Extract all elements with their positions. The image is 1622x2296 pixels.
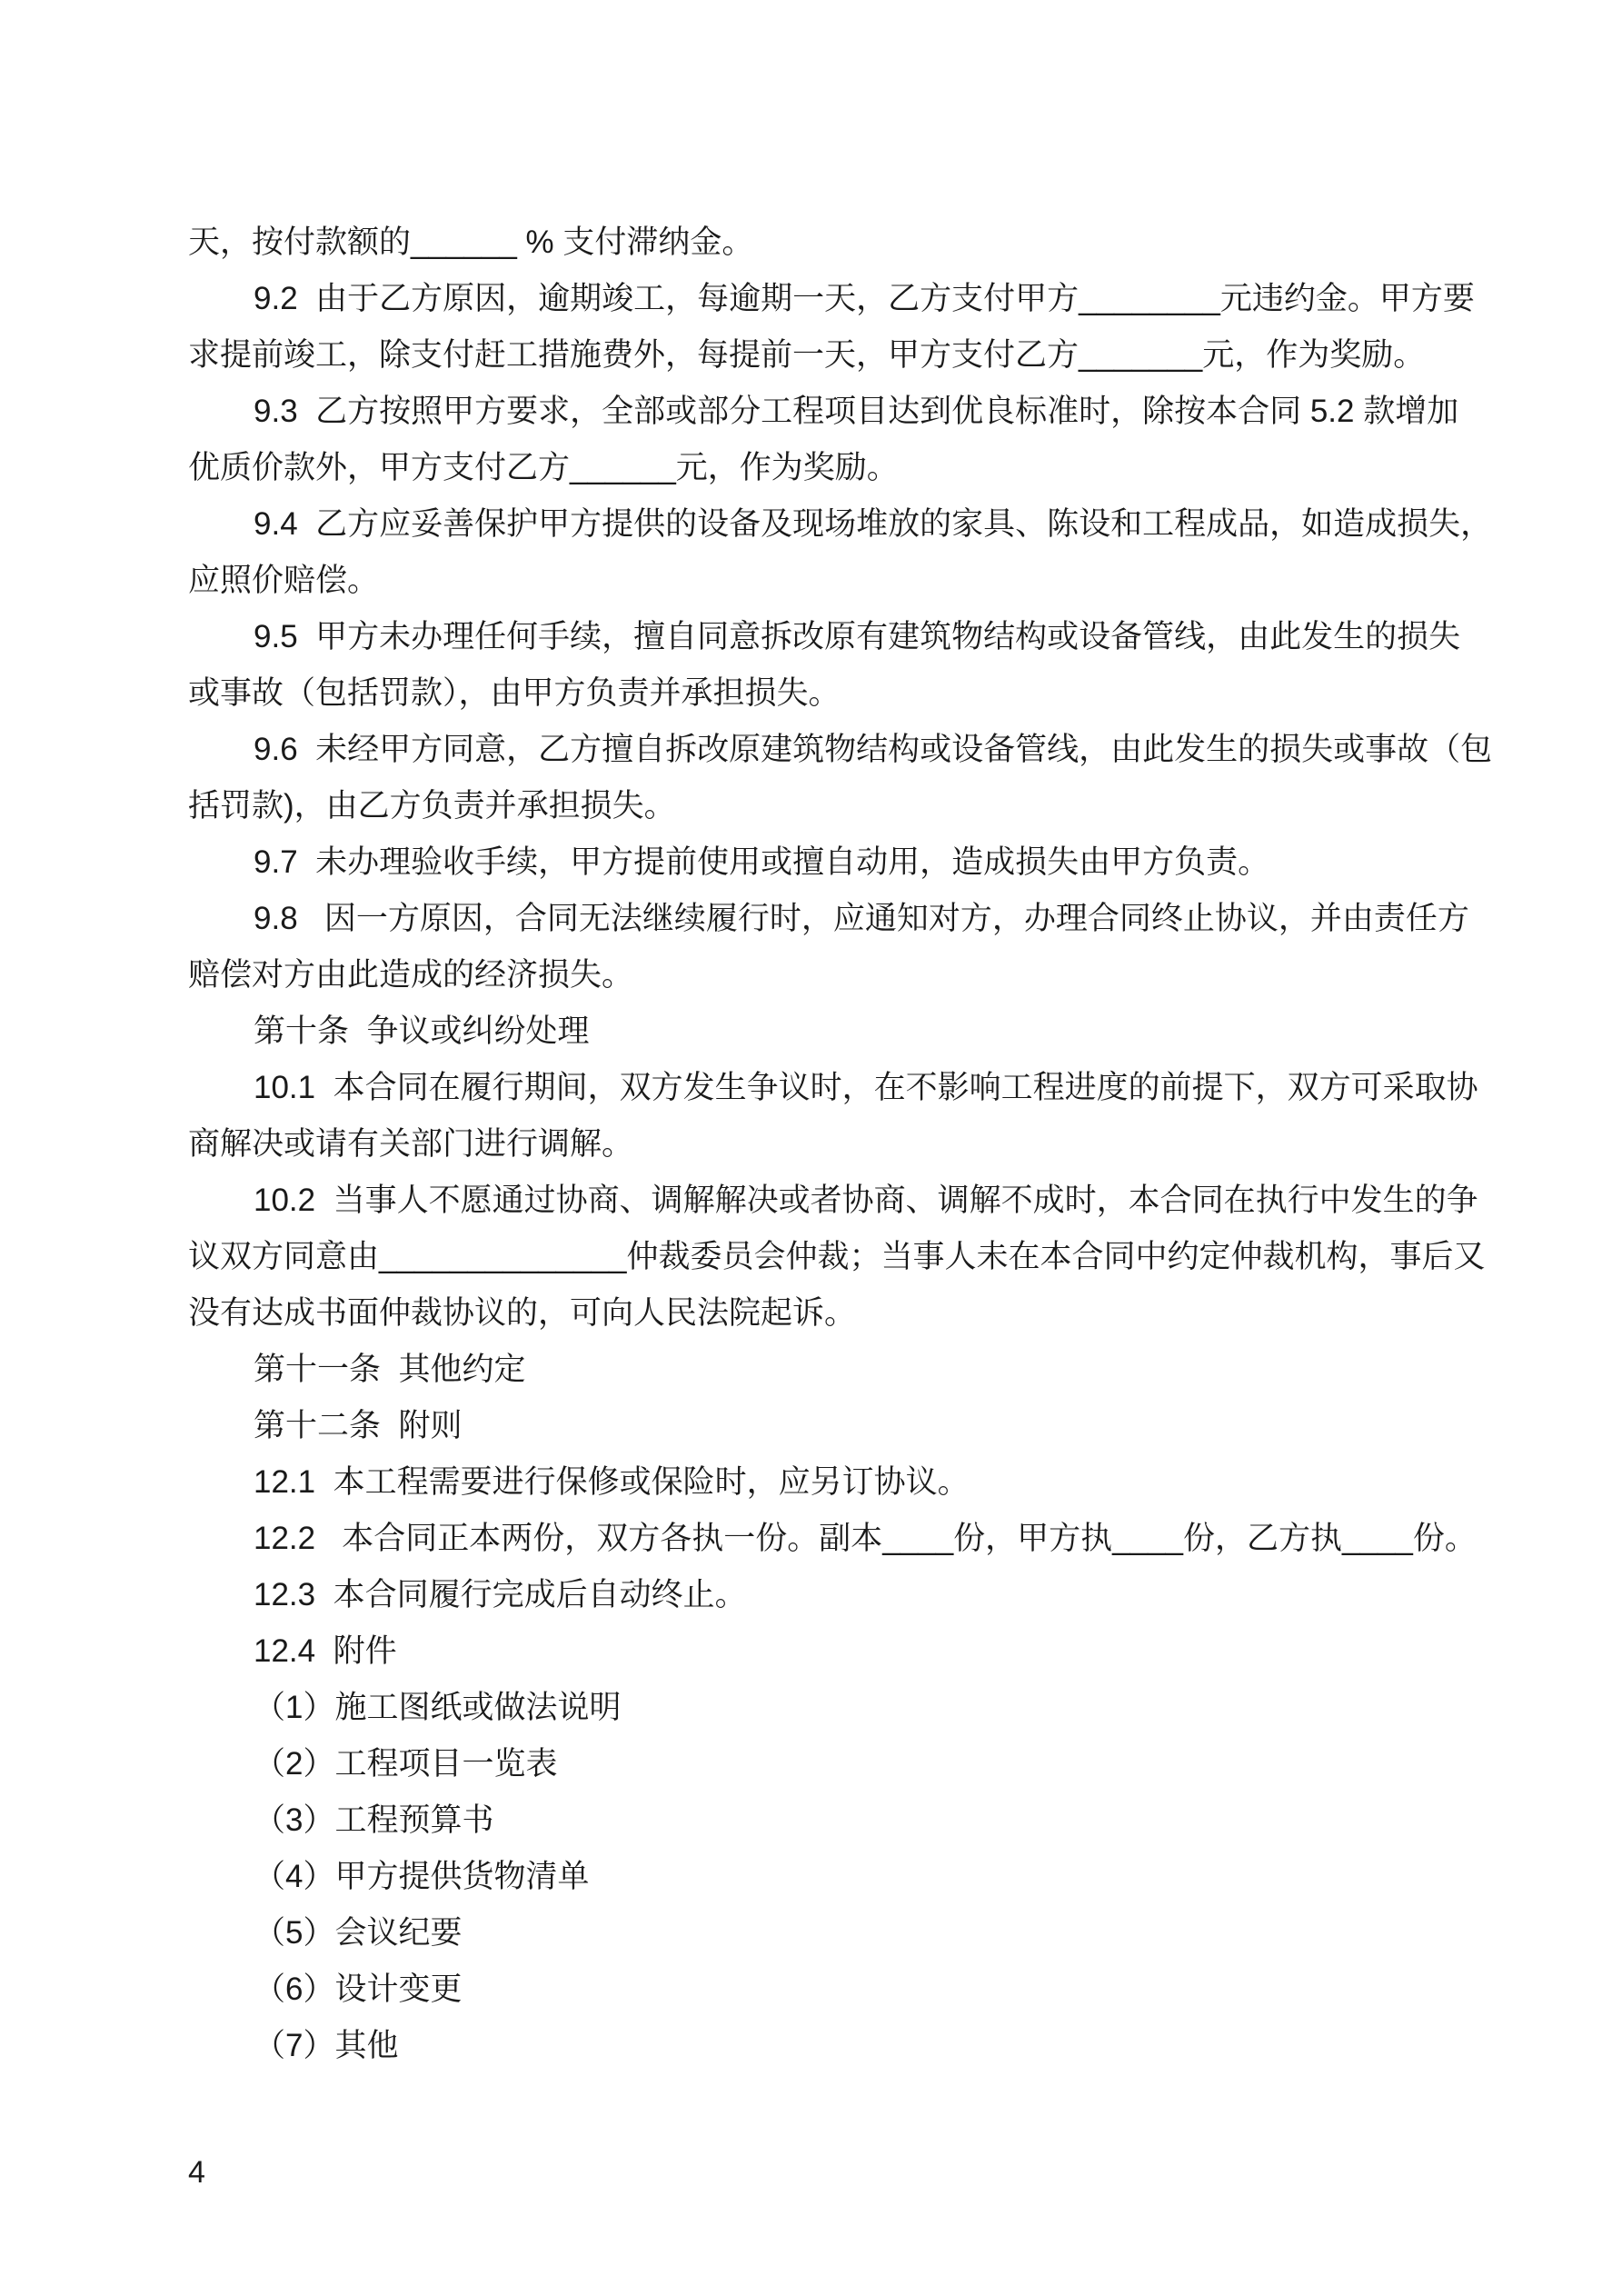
contract-body	[188, 215, 1493, 2074]
text-line: 赔偿对方由此造成的经济损失。	[188, 957, 634, 993]
text-line: （1）施工图纸或做法说明	[254, 1690, 622, 1725]
text-line: 12.2 本合同正本两份，双方各执一份。副本____份，甲方执____份，乙方执____份。	[254, 1521, 1477, 1556]
text-line: 求提前竣工，除支付赶工措施费外，每提前一天，甲方支付乙方_______元，作为奖励。	[188, 337, 1426, 373]
text-line: 应照价赔偿。	[188, 563, 380, 598]
page-number: 4	[188, 2155, 205, 2190]
text-line: 或事故（包括罚款），由甲方负责并承担损失。	[188, 675, 841, 711]
text-line: （5）会议纪要	[254, 1915, 463, 1951]
text-line: 12.3 本合同履行完成后自动终止。	[254, 1577, 747, 1612]
text-line: 括罚款)，由乙方负责并承担损失。	[188, 788, 676, 824]
text-line: 9.7 未办理验收手续，甲方提前使用或擅自动用，造成损失由甲方负责。	[254, 844, 1270, 880]
text-line: 9.5 甲方未办理任何手续，擅自同意拆改原有建筑物结构或设备管线，由此发生的损失	[254, 619, 1461, 654]
text-line: （7）其他	[254, 2028, 399, 2063]
text-line: （6）设计变更	[254, 1972, 463, 2007]
text-line: 12.4 附件	[254, 1633, 397, 1669]
text-line: 9.2 由于乙方原因，逾期竣工，每逾期一天，乙方支付甲方________元违约金。甲方要	[254, 281, 1475, 316]
text-line: 优质价款外，甲方支付乙方______元，作为奖励。	[188, 450, 899, 485]
text-line: 商解决或请有关部门进行调解。	[188, 1126, 634, 1162]
text-line: （3）工程预算书	[254, 1802, 494, 1838]
text-line: 9.3 乙方按照甲方要求，全部或部分工程项目达到优良标准时，除按本合同 5.2 款增加	[254, 394, 1459, 429]
text-line: 10.2 当事人不愿通过协商、调解解决或者协商、调解不成时，本合同在执行中发生的争	[254, 1183, 1478, 1218]
text-line: 没有达成书面仲裁协议的，可向人民法院起诉。	[188, 1295, 857, 1331]
text-line: 12.1 本工程需要进行保修或保险时，应另订协议。	[254, 1464, 970, 1500]
text-line: 第十条 争议或纠纷处理	[254, 1013, 590, 1049]
text-line: （4）甲方提供货物清单	[254, 1859, 590, 1894]
text-line: 9.4 乙方应妥善保护甲方提供的设备及现场堆放的家具、陈设和工程成品，如造成损失，	[254, 506, 1493, 542]
text-line: 第十二条 附则	[254, 1408, 463, 1443]
text-line: 9.8 因一方原因，合同无法继续履行时，应通知对方，办理合同终止协议，并由责任方	[254, 901, 1469, 936]
text-line: 第十一条 其他约定	[254, 1352, 526, 1387]
text-line: 10.1 本合同在履行期间，双方发生争议时，在不影响工程进度的前提下，双方可采取协	[254, 1070, 1478, 1105]
text-line: （2）工程项目一览表	[254, 1746, 558, 1782]
text-line: 天，按付款额的______ % 支付滞纳金。	[188, 225, 754, 260]
text-line: 议双方同意由______________仲裁委员会仲裁；当事人未在本合同中约定仲裁机构，事后又	[188, 1239, 1486, 1274]
text-line: 9.6 未经甲方同意，乙方擅自拆改原建筑物结构或设备管线，由此发生的损失或事故（包	[254, 732, 1493, 767]
